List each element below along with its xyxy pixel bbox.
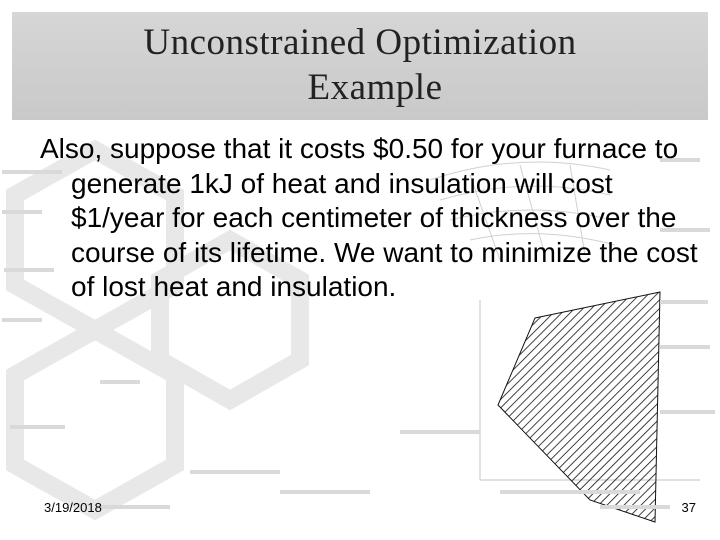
slide-body-text: Also, suppose that it costs $0.50 for your furnace to generate 1kJ of heat and insulation will cost $1/year for each centimeter of thickness over the course of its lifetime. We want to minimize the cost of lost heat and insulation. — [40, 133, 698, 303]
title-line-1: Unconstrained Optimization — [143, 22, 577, 63]
page-number: 37 — [681, 500, 696, 515]
hatched-region — [498, 292, 660, 522]
slide-title — [12, 20, 708, 110]
footer-date: 3/19/2018 — [44, 500, 102, 515]
title-line-2: Example — [307, 67, 443, 108]
